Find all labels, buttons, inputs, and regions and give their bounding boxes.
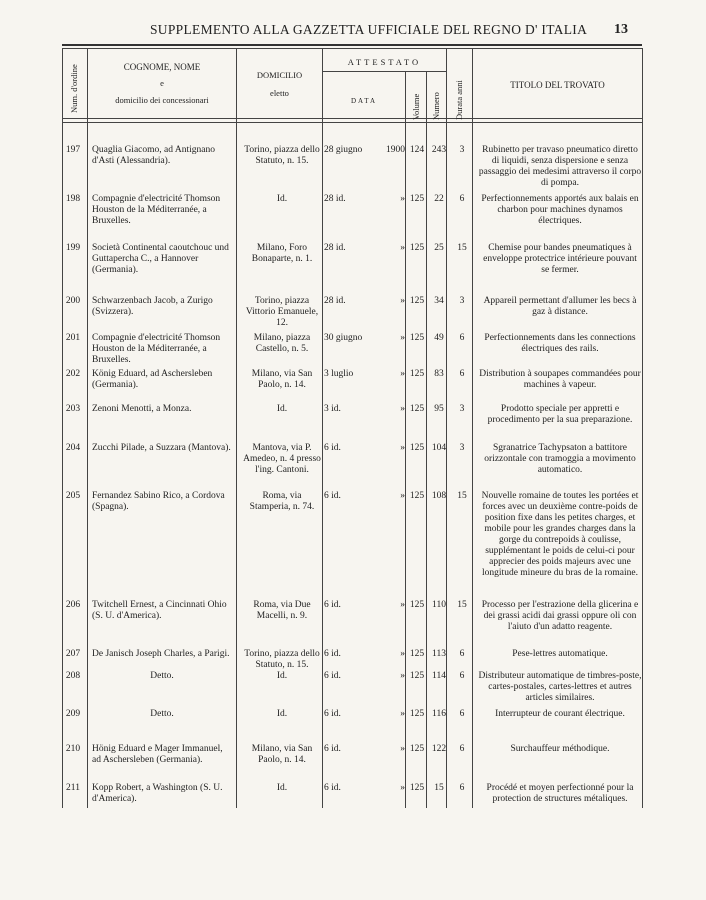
col-header-titolo: TITOLO DEL TROVATO — [510, 80, 605, 90]
col-header-dom-2: eletto — [270, 88, 289, 98]
col-header-name-2: e — [160, 78, 164, 88]
col-header-dom-1: DOMICILIO — [256, 70, 303, 80]
col-header-volume: Volume — [411, 93, 421, 120]
page-number: 13 — [614, 22, 628, 37]
page-header: SUPPLEMENTO ALLA GAZZETTA UFFICIALE DEL REGNO D' ITALIA — [150, 22, 588, 37]
col-header-data: DATA — [350, 97, 378, 105]
col-header-numero: Numero — [431, 92, 441, 120]
col-header-name-1: COGNOME, NOME — [123, 62, 201, 72]
gazette-page: SUPPLEMENTO ALLA GAZZETTA UFFICIALE DEL REGNO D' ITALIA 13 Num. d'ordine COGNOME, NOME e domicilio dei concessionari DOMICILIO eletto ATTESTATO DATA Volume Numero Durata anni TITOLO DEL TROVATO 197 Quaglia Giacomo, ad Antignano d'Asti (Alessandria). Torino, piazza dello Statuto, n. 15. 28 giugno 1900 124 243 3 Rubinetto per travaso pneumatico diretto di liquidi, senza dispersione e senza passaggio dei medesimi attraverso il corpo di pompa. 198 Compagnie d'electricité Thomson Houston de la Méditerranée, a Bruxelles. Id. 28 id. » 125 22 6 Perfectionnements apportés aux balais en charbon pour machines dynamos électriques. 199 Società Continental caoutchouc und Guttapercha C., a Hannover (Germania). Milano, Foro Bonaparte, n. 1. 28 id. » 125 25 15 Chemise pour bandes pneumatiques à enveloppe protectrice intérieure pouvant se fermer. 200 Schwarzenbach Jacob, a Zurigo (Svizzera). Torino, piazza Vittorio Emanuele, 12. 28 id. » 125 34 3 Appareil permettant d'allumer les becs à gaz à distance. 201 Compagnie d'electricité Thomson Houston de la Méditerranée, a Bruxelles. Milano, piazza Castello, n. 5. 30 giugno » 125 49 6 Perfectionnements dans les connections électriques des rails. 202 König Eduard, ad Aschersleben (Germania). Milano, via San Paolo, n. 14. 3 luglio » 125 83 6 Distribution à soupapes commandées pour machines à vapeur. 203 Zenoni Menotti, a Monza. Id. 3 id. » 125 95 3 Prodotto speciale per appretti e procedimento per la sua preparazione. 204 Zucchi Pilade, a Suzzara (Mantova). Mantova, via P. Amedeo, n. 4 presso l'ing. Cantoni. 6 id. » 125 104 3 Sgranatrice Tachypsaton a battitore orizzontale con tramoggia a movimento automatico. 205 Fernandez Sabino Rico, a Cordova (Spagna). Roma, via Stamperia, n. 74. 6 id. » 125 108 15 Nouvelle romaine de toutes les portées et forces avec un deuxième contre-poids de position fixe dans les petites charges, et mobile pour les grandes charges dans la gorge du contrepoids à coulisse, supplémentant le poids de celui-ci pour apprecier des poids majeurs avec une longitude mineure du bras de la romaine. 206 Twitchell Ernest, a Cincinnati Ohio (S. U. d'America). Roma, via Due Macelli, n. 9. 6 id. » 125 110 15 Processo per l'estrazione della glicerina e dei grassi acidi dai grassi oppure oli con l'aiuto d'un adatto reagente. 207 De Janisch Joseph Charles, a Parigi. Torino, piazza dello Statuto, n. 15. 6 id. » 125 113 6 Pese-lettres automatique. 208 Detto. Id. 6 id. » 125 114 6 Distributeur automatique de timbres-poste, cartes-postales, cartes-lettres et autres articles similaires. 209 Detto. Id. 6 id. » 125 116 6 Interrupteur de courant électrique. 210 Hönig Eduard e Mager Immanuel, ad Aschersleben (Germania). Milano, via San Paolo, n. 14. 6 id. » 125 122 6 Surchauffeur méthodique. 211 Kopp Robert, a Washington (S. U. d'America). Id. 6 id. » 125 15 6 Procédé et moyen perfectionné pour la protection de structures métaliques. — [0, 0, 706, 900]
col-header-num: Num. d'ordine — [69, 64, 79, 113]
col-header-name-3: domicilio dei concessionari — [115, 95, 209, 105]
col-header-durata: Durata anni — [454, 80, 464, 120]
col-header-attestato: ATTESTATO — [347, 57, 422, 67]
header-rule — [62, 44, 642, 46]
